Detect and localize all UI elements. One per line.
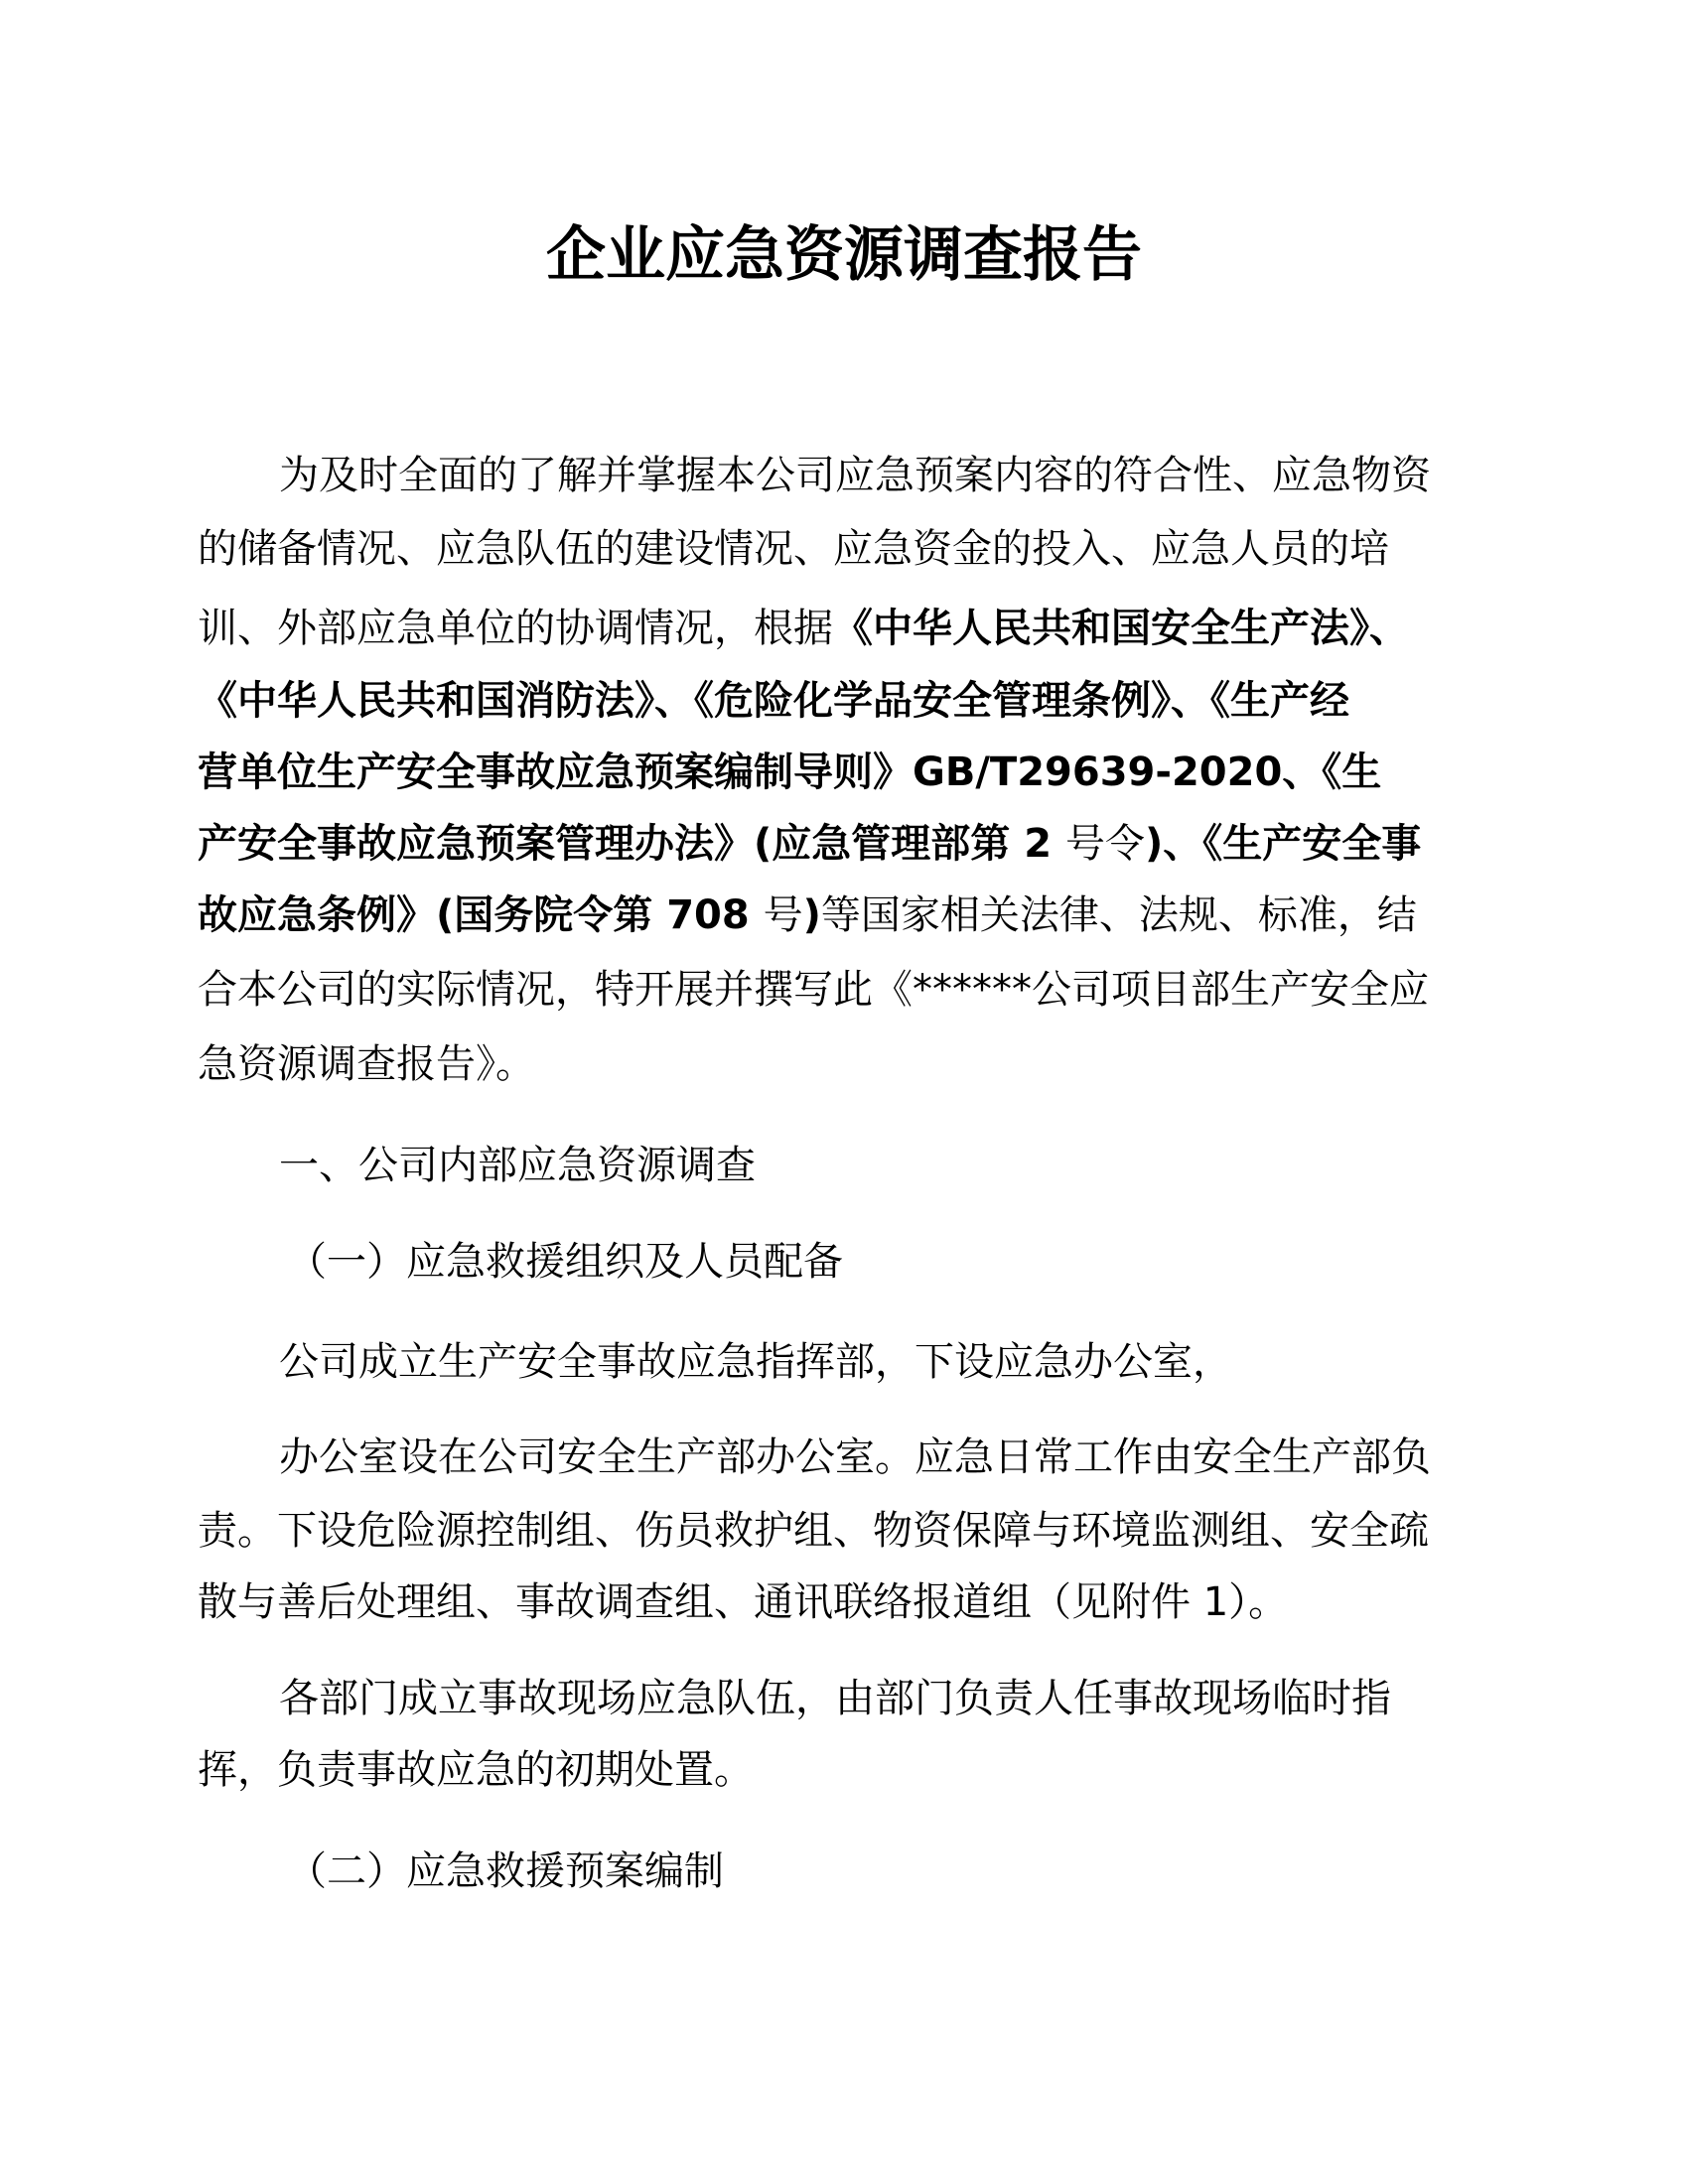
text-line bbox=[279, 1337, 1560, 1387]
text-line bbox=[198, 524, 1478, 574]
bold-text-segment: 《中华人民共和国消防法》、《危险化学品安全管理条例》、《生产经 bbox=[198, 678, 1349, 724]
text-segment: 一、公司内部应急资源调查 bbox=[279, 1143, 756, 1188]
bold-text-segment: 《中华人民共和国安全生产法》、 bbox=[833, 606, 1409, 651]
text-line bbox=[198, 1039, 1478, 1089]
text-line bbox=[198, 748, 1478, 797]
text-line bbox=[279, 1141, 1560, 1190]
text-segment: 公司成立生产安全事故应急指挥部，下设应急办公室， bbox=[279, 1339, 1232, 1385]
text-line bbox=[198, 676, 1478, 726]
bold-text-segment: )、《生产安全事 bbox=[1144, 821, 1422, 867]
text-segment: 责。下设危险源控制组、伤员救护组、物资保障与环境监测组、安全疏 bbox=[198, 1508, 1429, 1554]
bold-text-segment: 故应急条例》(国务院令第 708 bbox=[198, 892, 764, 938]
text-line bbox=[198, 1577, 1478, 1627]
text-segment: 各部门成立事故现场应急队伍，由部门负责人任事故现场临时指 bbox=[279, 1676, 1391, 1721]
text-line bbox=[279, 1433, 1560, 1482]
text-segment: 急资源调查报告》。 bbox=[198, 1041, 535, 1087]
text-line bbox=[287, 1846, 1568, 1896]
text-line bbox=[198, 819, 1478, 869]
bold-text-segment: 产安全事故应急预案管理办法》(应急管理部第 2 bbox=[198, 821, 1065, 867]
text-segment: （一）应急救援组织及人员配备 bbox=[287, 1239, 843, 1285]
text-segment: 号令 bbox=[1064, 821, 1145, 867]
text-segment: 的储备情况、应急队伍的建设情况、应急资金的投入、应急人员的培 bbox=[198, 526, 1389, 572]
text-segment: 等国家相关法律、法规、标准，结 bbox=[820, 892, 1417, 938]
text-segment: 挥，负责事故应急的初期处置。 bbox=[198, 1747, 754, 1793]
text-line bbox=[287, 1237, 1568, 1287]
text-line bbox=[198, 1506, 1478, 1556]
text-segment: 训、外部应急单位的协调情况，根据 bbox=[198, 606, 833, 651]
text-line bbox=[198, 604, 1478, 653]
bold-text-segment: ) bbox=[802, 892, 821, 938]
document-title: 企业应急资源调查报告 bbox=[546, 220, 1142, 290]
bold-text-segment: 营单位生产安全事故应急预案编制导则》GB/T29639-2020、《生 bbox=[198, 750, 1382, 795]
text-segment: 办公室设在公司安全生产部办公室。应急日常工作由安全生产部负 bbox=[279, 1434, 1431, 1480]
text-segment: 为及时全面的了解并掌握本公司应急预案内容的符合性、应急物资 bbox=[279, 453, 1431, 498]
text-line bbox=[198, 1745, 1478, 1795]
text-line bbox=[198, 890, 1478, 940]
text-line bbox=[279, 451, 1560, 500]
text-segment: 号 bbox=[763, 892, 803, 938]
text-segment: 合本公司的实际情况，特开展并撰写此《******公司项目部生产安全应 bbox=[198, 967, 1429, 1013]
text-segment: （二）应急救援预案编制 bbox=[287, 1848, 724, 1894]
text-line bbox=[279, 1674, 1560, 1723]
text-segment: 散与善后处理组、事故调查组、通讯联络报道组（见附件 1）。 bbox=[198, 1579, 1289, 1625]
text-line bbox=[198, 965, 1478, 1015]
